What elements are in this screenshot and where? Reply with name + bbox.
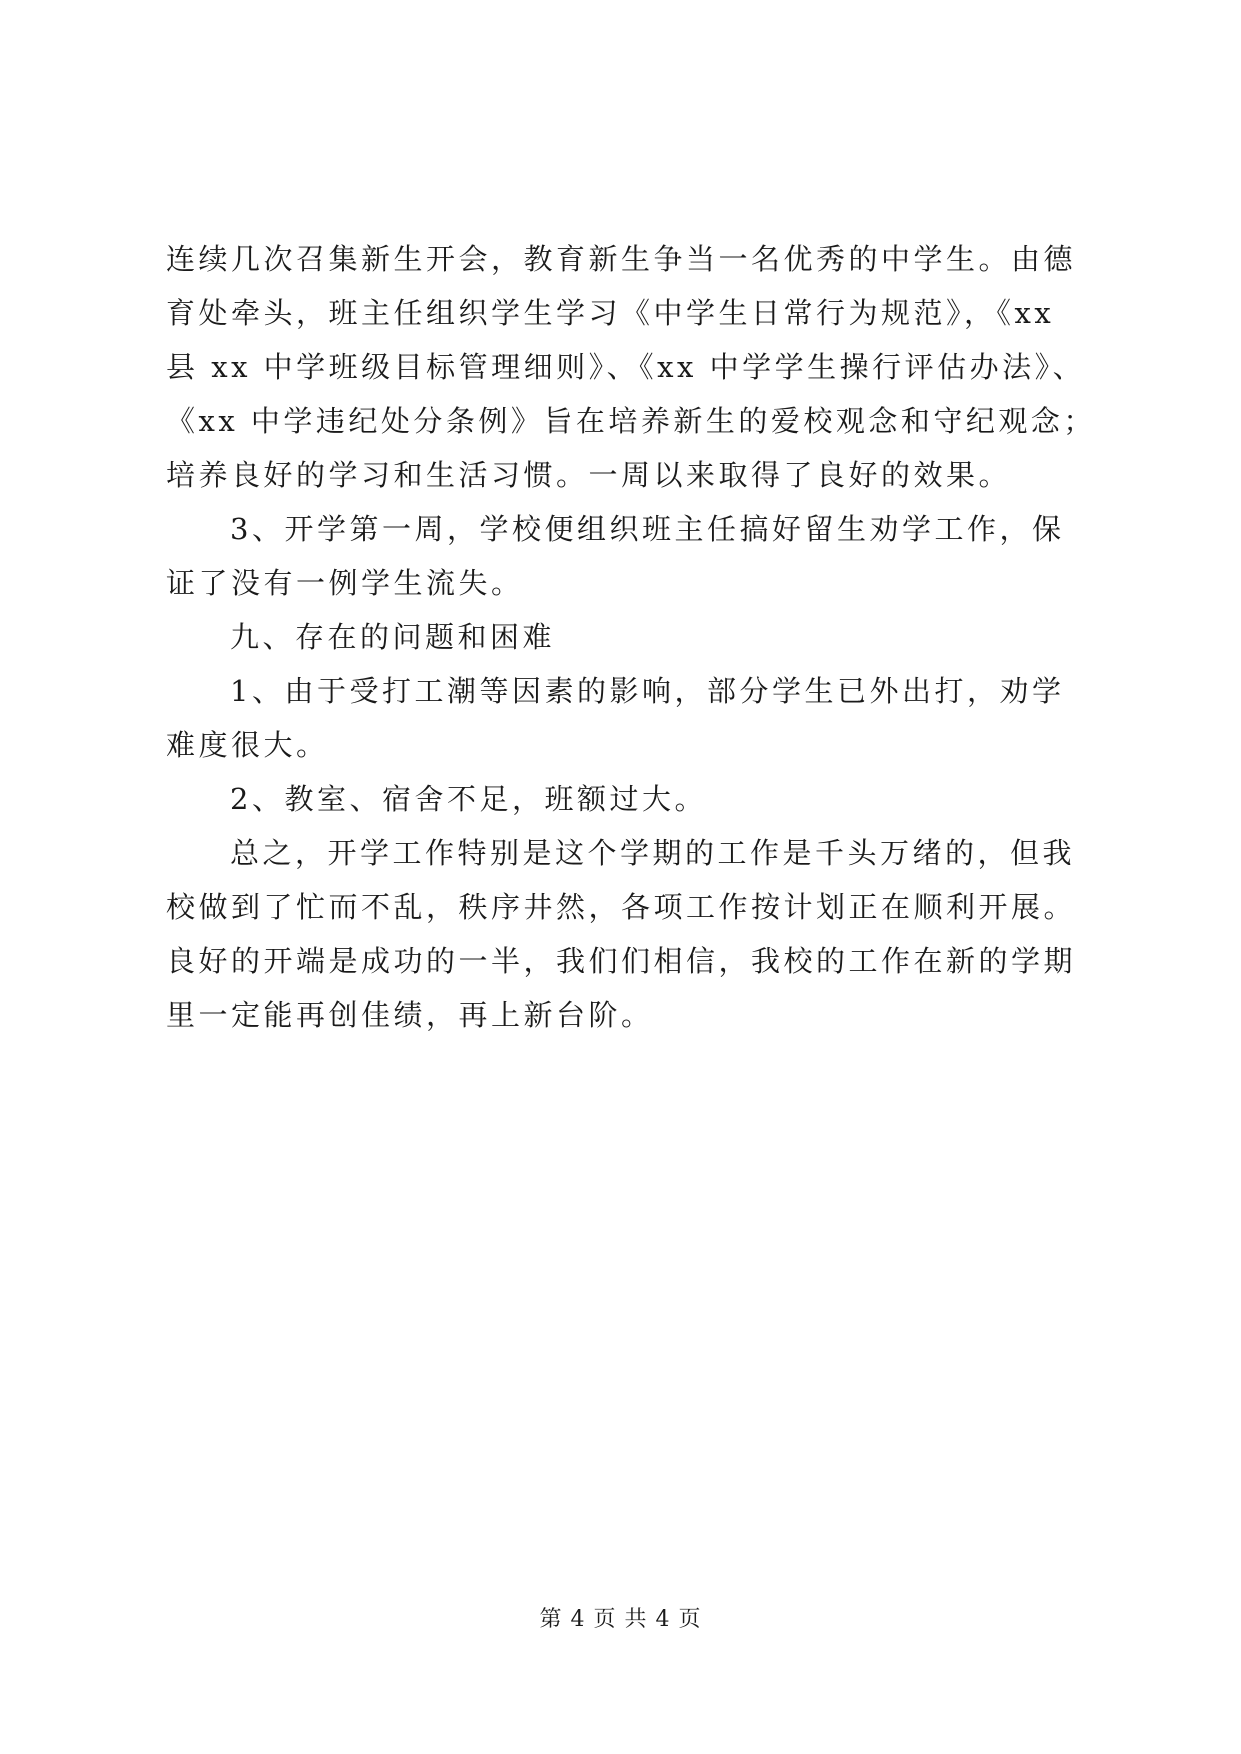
text-line: 证了没有一例学生流失。 (166, 566, 524, 600)
text-line: 培养良好的学习和生活习惯。一周以来取得了良好的效果。 (166, 458, 1012, 492)
text-line: 1、由于受打工潮等因素的影响，部分学生已外出打，劝学 (230, 674, 1065, 708)
text-line: 2、教室、宿舍不足，班额过大。 (230, 782, 707, 816)
page-number: 第 4 页 共 4 页 (539, 1607, 702, 1632)
text-line: 连续几次召集新生开会，教育新生争当一名优秀的中学生。由德 (166, 242, 1077, 276)
text-line: 总之，开学工作特别是这个学期的工作是千头万绪的，但我 (230, 836, 1076, 870)
text-line: 3、开学第一周，学校便组织班主任搞好留生劝学工作，保 (230, 512, 1065, 546)
text-line: 难度很大。 (166, 728, 329, 762)
body-text (166, 232, 1096, 1042)
text-line: 里一定能再创佳绩，再上新台阶。 (166, 998, 654, 1032)
text-line: 良好的开端是成功的一半，我们们相信，我校的工作在新的学期 (166, 944, 1077, 978)
text-line: 县 xx 中学班级目标管理细则》、《xx 中学学生操行评估办法》、 (166, 350, 1086, 384)
section-heading: 九、存在的问题和困难 (230, 620, 556, 654)
text-line: 校做到了忙而不乱，秩序井然，各项工作按计划正在顺利开展。 (166, 890, 1077, 924)
text-line: 《xx 中学违纪处分条例》旨在培养新生的爱校观念和守纪观念； (166, 404, 1096, 438)
text-line: 育处牵头，班主任组织学生学习《中学生日常行为规范》，《xx (166, 296, 1055, 330)
